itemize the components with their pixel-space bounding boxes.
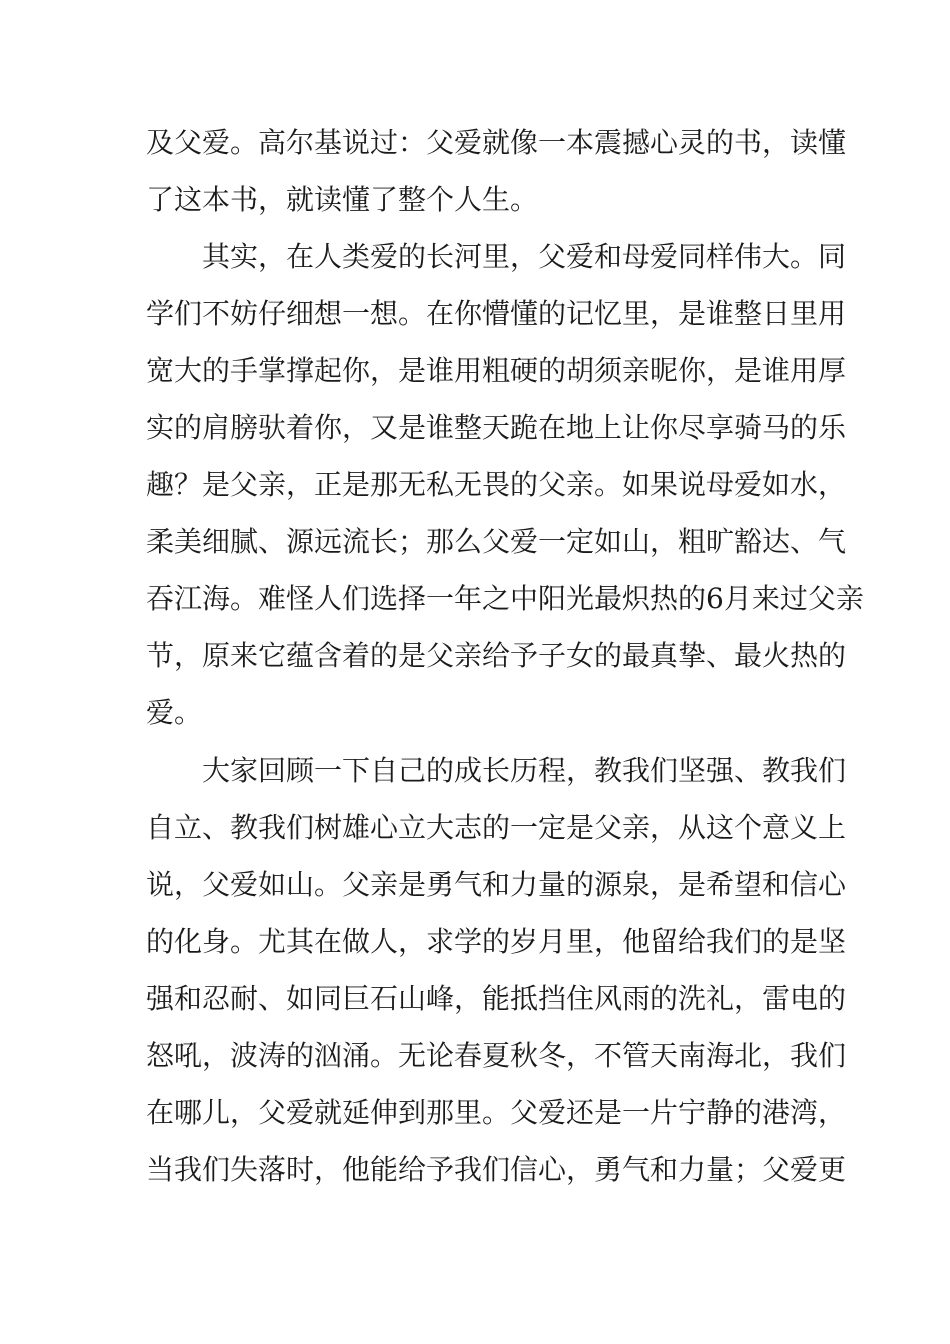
text-line [0, 351, 950, 391]
text-line-content: 节，原来它蕴含着的是父亲给予子女的最真挚、最火热的 [146, 639, 847, 672]
text-line [0, 522, 950, 562]
text-line-content: 爱。 [146, 696, 203, 729]
text-line [0, 636, 950, 676]
text-line-content: 及父爱。高尔基说过：父爱就像一本震撼心灵的书，读懂 [146, 126, 847, 159]
text-line [0, 922, 950, 962]
text-line [0, 294, 950, 334]
text-line-content: 自立、教我们树雄心立大志的一定是父亲，从这个意义上 [146, 811, 847, 844]
text-line [0, 808, 950, 848]
text-line-content: 在哪儿，父爱就延伸到那里。父爱还是一片宁静的港湾， [146, 1096, 847, 1129]
text-line [0, 237, 950, 277]
text-line [0, 979, 950, 1019]
text-line-content: 大家回顾一下自己的成长历程，教我们坚强、教我们 [202, 754, 847, 787]
text-line-content: 趣？是父亲，正是那无私无畏的父亲。如果说母爱如水， [146, 468, 847, 501]
text-line-content: 了这本书，就读懂了整个人生。 [146, 183, 539, 216]
text-line-content: 说，父爱如山。父亲是勇气和力量的源泉，是希望和信心 [146, 868, 847, 901]
text-line [0, 1036, 950, 1076]
text-line [0, 579, 950, 619]
text-line-content: 柔美细腻、源远流长；那么父爱一定如山，粗旷豁达、气 [146, 525, 847, 558]
text-line-content: 强和忍耐、如同巨石山峰，能抵挡住风雨的洗礼，雷电的 [146, 982, 847, 1015]
text-line [0, 123, 950, 163]
text-line-content: 的化身。尤其在做人，求学的岁月里，他留给我们的是坚 [146, 925, 847, 958]
text-line-content: 宽大的手掌撑起你，是谁用粗硬的胡须亲昵你，是谁用厚 [146, 354, 847, 387]
text-line [0, 465, 950, 505]
text-line-content: 其实，在人类爱的长河里，父爱和母爱同样伟大。同 [202, 240, 847, 273]
text-line [0, 865, 950, 905]
text-line [0, 693, 950, 733]
text-line [0, 1150, 950, 1190]
text-line-content: 怒吼，波涛的汹涌。无论春夏秋冬，不管天南海北，我们 [146, 1039, 847, 1072]
text-line-content: 实的肩膀驮着你，又是谁整天跪在地上让你尽享骑马的乐 [146, 411, 847, 444]
text-line [0, 180, 950, 220]
text-line [0, 751, 950, 791]
text-line-content: 吞江海。难怪人们选择一年之中阳光最炽热的6月来过父亲 [146, 582, 864, 615]
text-line-content: 学们不妨仔细想一想。在你懵懂的记忆里，是谁整日里用 [146, 297, 847, 330]
text-line [0, 408, 950, 448]
text-line [0, 1093, 950, 1133]
text-line-content: 当我们失落时，他能给予我们信心，勇气和力量；父爱更 [146, 1153, 847, 1186]
